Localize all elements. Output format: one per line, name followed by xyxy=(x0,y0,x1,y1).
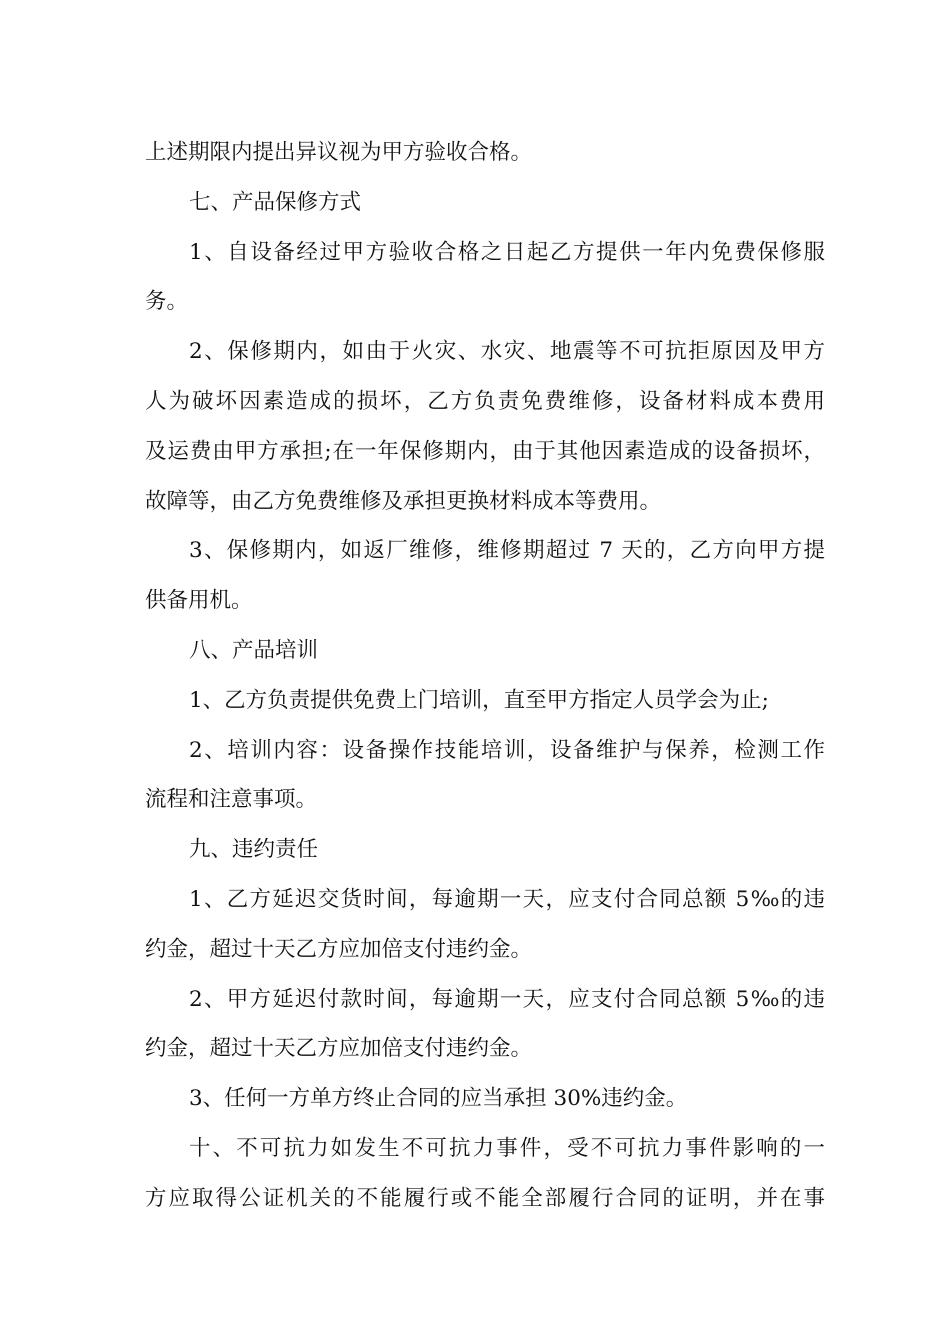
text-line: 十、不可抗力如发生不可抗力事件，受不可抗力事件影响的一 xyxy=(189,1135,825,1161)
text-line: 及运费由甲方承担;在一年保修期内，由于其他因素造成的设备损坏， xyxy=(145,438,825,464)
text-line: 流程和注意事项。 xyxy=(145,787,318,813)
text-line: 故障等，由乙方免费维修及承担更换材料成本等费用。 xyxy=(145,488,662,514)
text-line: 约金，超过十天乙方应加倍支付违约金。 xyxy=(145,936,533,962)
text-line: 务。 xyxy=(145,289,189,315)
text-line: 上述期限内提出异议视为甲方验收合格。 xyxy=(145,140,533,165)
text-line: 2、甲方延迟付款时间，每逾期一天，应支付合同总额 5‰的违 xyxy=(189,986,825,1012)
text-line: 七、产品保修方式 xyxy=(189,189,362,215)
text-line: 供备用机。 xyxy=(145,588,253,614)
text-line: 3、任何一方单方终止合同的应当承担 30%违约金。 xyxy=(189,1086,688,1112)
text-line: 3、保修期内，如返厂维修，维修期超过 7 天的，乙方向甲方提 xyxy=(189,538,825,564)
text-line: 2、保修期内，如由于火灾、水灾、地震等不可抗拒原因及甲方 xyxy=(189,339,825,365)
text-line: 2、培训内容：设备操作技能培训，设备维护与保养，检测工作 xyxy=(189,737,825,763)
text-line: 约金，超过十天乙方应加倍支付违约金。 xyxy=(145,1036,533,1062)
text-line: 1、自设备经过甲方验收合格之日起乙方提供一年内免费保修服 xyxy=(189,239,825,265)
text-line: 人为破坏因素造成的损坏，乙方负责免费维修，设备材料成本费用 xyxy=(145,388,825,414)
text-line: 1、乙方延迟交货时间，每逾期一天，应支付合同总额 5‰的违 xyxy=(189,886,825,912)
text-line: 九、违约责任 xyxy=(189,837,319,863)
text-line: 1、乙方负责提供免费上门培训，直至甲方指定人员学会为止; xyxy=(189,687,769,713)
document-body xyxy=(145,128,825,1224)
text-line: 八、产品培训 xyxy=(189,637,319,663)
text-line: 方应取得公证机关的不能履行或不能全部履行合同的证明，并在事 xyxy=(145,1185,825,1211)
